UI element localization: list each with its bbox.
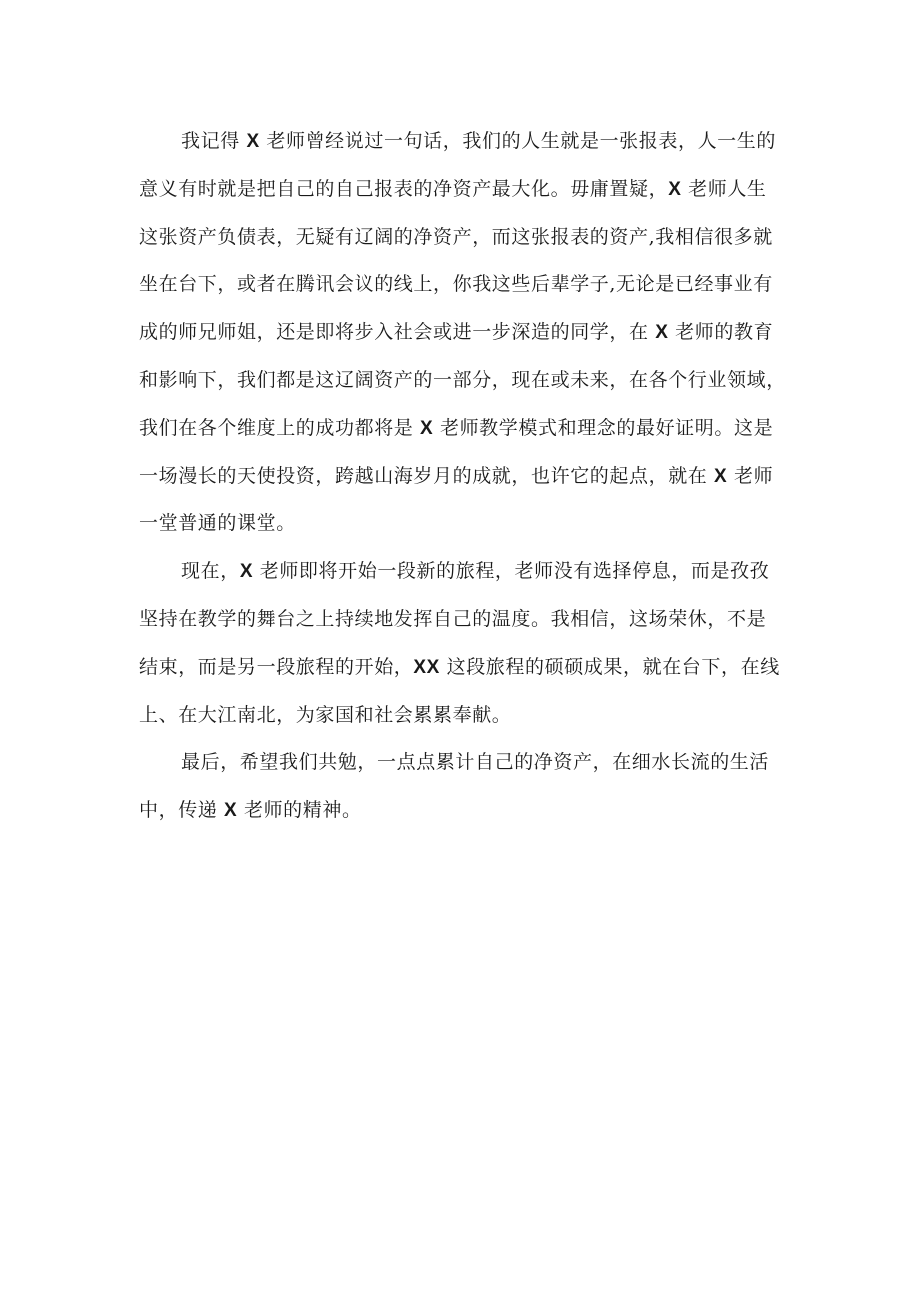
text-line: 这张资产负债表，无疑有辽阔的净资产，而这张报表的资产,我相信很多就: [139, 225, 773, 248]
text-line: 上、在大江南北，为家国和社会累累奉献。: [139, 703, 512, 726]
text-line: 和影响下，我们都是这辽阔资产的一部分，现在或未来，在各个行业领域，: [139, 368, 786, 391]
text-line: 中，传递 X 老师的精神。: [139, 799, 362, 822]
text-line: 坚持在教学的舞台之上持续地发挥自己的温度。我相信，这场荣休，不是: [139, 607, 767, 630]
text-line: 我记得 X 老师曾经说过一句话，我们的人生就是一张报表，人一生的: [181, 130, 776, 152]
paragraph-1: [139, 118, 786, 548]
paragraph-2: [139, 548, 783, 739]
text-line: 最后，希望我们共勉，一点点累计自己的净资产，在细水长流的生活: [181, 751, 770, 774]
text-line: 结束，而是另一段旅程的开始，XX 这段旅程的硕硕成果，就在台下，在线: [139, 655, 780, 678]
paragraph-3: [139, 739, 783, 835]
text-line: 一场漫长的天使投资，跨越山海岁月的成就，也许它的起点，就在 X 老师: [139, 464, 774, 487]
text-line: 现在，X 老师即将开始一段新的旅程，老师没有选择停息，而是孜孜: [181, 560, 770, 583]
text-line: 一堂普通的课堂。: [139, 512, 296, 535]
text-line: 成的师兄师姐，还是即将步入社会或进一步深造的同学，在 X 老师的教育: [139, 321, 774, 344]
text-line: 意义有时就是把自己的自己报表的净资产最大化。毋庸置疑，X 老师人生: [139, 177, 767, 200]
document-body: [139, 118, 786, 835]
text-line: 我们在各个维度上的成功都将是 X 老师教学模式和理念的最好证明。这是: [139, 416, 774, 439]
text-line: 坐在台下，或者在腾讯会议的线上，你我这些后辈学子,无论是已经事业有: [139, 273, 773, 296]
